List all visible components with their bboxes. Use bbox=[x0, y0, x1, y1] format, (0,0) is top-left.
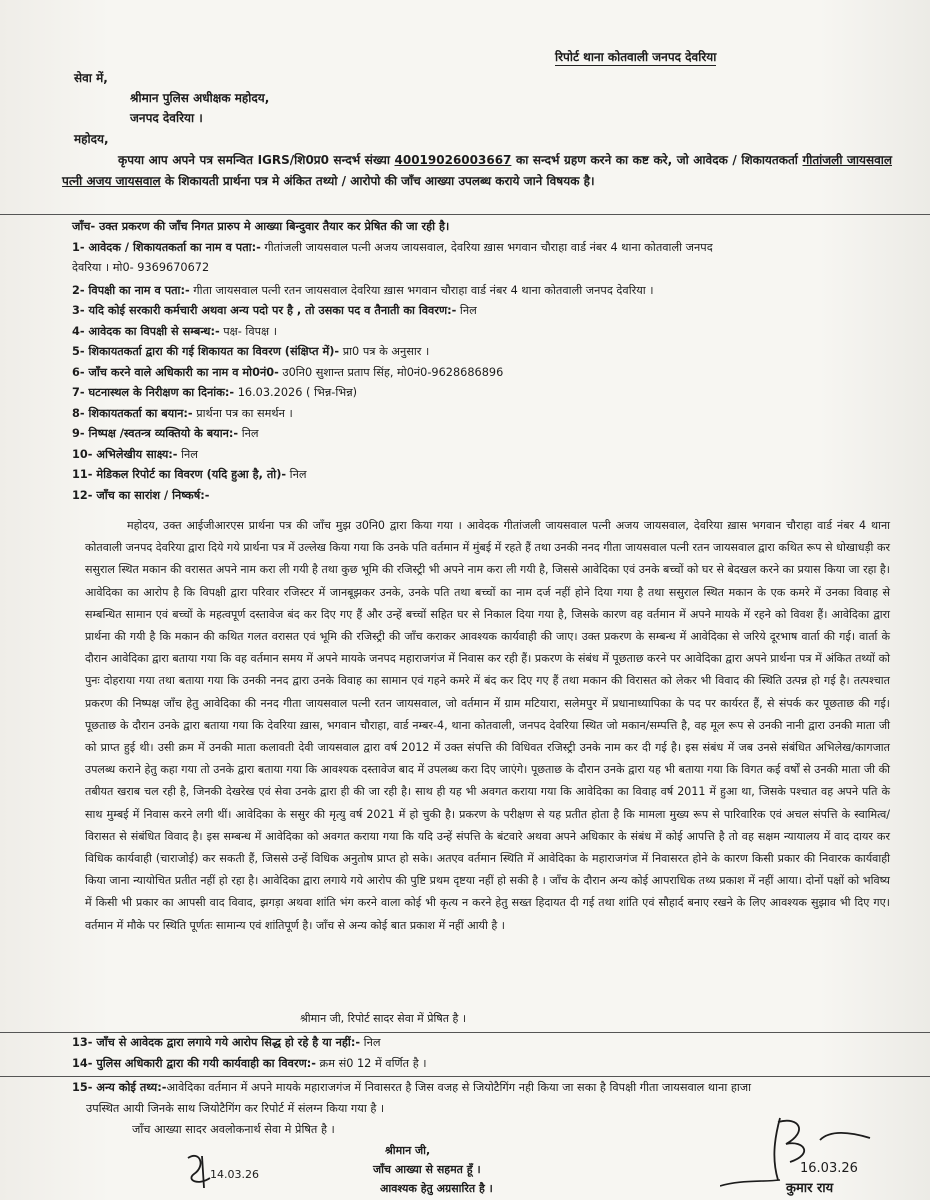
list-item: 5- शिकायतकर्ता द्वारा की गई शिकायत का विवरण (संक्षिप्त में)- प्रा0 पत्र के अनुसार । bbox=[72, 345, 430, 358]
closing-line: जाँच आख्या सादर अवलोकनार्थ सेवा मे प्रेषित है । bbox=[132, 1123, 335, 1136]
district-line: जनपद देवरिया । bbox=[130, 111, 203, 125]
seva-me-label: सेवा में, bbox=[74, 71, 108, 85]
right-signature bbox=[720, 1110, 920, 1198]
report-title: रिपोर्ट थाना कोतवाली जनपद देवरिया bbox=[555, 50, 717, 64]
summary-paragraph: महोदय, उक्त आईजीआरएस प्रार्थना पत्र की जाँच मुझ उ0नि0 द्वारा किया गया । आवेदक गीतांजली जायसवाल पत्नी अजय जायसवाल, देवरिया ख़ास भगवान चौराहा वार्ड नंबर 4 थाना कोतवाली जनपद देवरिया द्वारा दिये गये प्रार्थना पत्र में उल्लेख किया गया कि उनके पति वर्तमान में मुंबई में रहते हैं तथा उनकी ननद गीता जायसवाल पत्नी रतन जायसवाल द्वारा कथित रूप से धोखाधड़ी कर ससुराल स्थित मकान की वरासत अपने नाम करा ली गयी है तथा कुछ भूमि की रजिस्ट्री भी अपने नाम करा ली गयी है, जिससे आवेदिका एवं उनके बच्चों को घर से बेदखल करने का प्रयास किया जा रहा है। आवेदिका का आरोप है कि विपक्षी द्वारा परिवार रजिस्टर में जानबूझकर उनके, उनके पति तथा बच्चों का नाम दर्ज नहीं होने दिया गया है तथा ससुराल स्थित मकान के एक कमरे में उनका विवाह से सम्बन्धित सामान एवं बच्चों के महत्वपूर्ण दस्तावेज बंद कर दिए गए हैं और उन्हें बच्चों सहित घर से निकाल दिया गया है, जिसके कारण वह वर्तमान में अपने मायके में रहने को विवश हैं। आवेदिका द्वारा प्रार्थना की गयी है कि मकान की कथित गलत वरासत एवं भूमि की रजिस्ट्री की जाँच कराकर आवश्यक कार्यवाही की जाए। उक्त प्रकरण के सम्बन्ध में आवेदिका से जरिये दूरभाष वार्ता की गई। वार्ता के दौरान आवेदिका द्वारा बताया गया कि वह वर्तमान समय में अपने मायके जनपद महाराजगंज में निवास कर रही हैं। प्रकरण के संबंध में पूछताछ करने पर आवेदिका द्वारा अपने प्रार्थना पत्र में अंकित तथ्यों को पुनः दोहराया गया तथा बताया गया कि उनकी ननद द्वारा उनके विवाह का सामान एवं गहने कमरे में बंद कर दिए गए हैं तथा मकान की विरासत को लेकर भी विवाद की स्थिति उत्पन्न हो गई है। तत्पश्चात प्रकरण की निष्पक्ष जाँच हेतु आवेदिका की ननद गीता जायसवाल पत्नी रतन जायसवाल, जो वर्तमान में ग्राम मटियारा, सलेमपुर में प्रधानाध्यापिका के पद पर कार्यरत हैं, से संपर्क कर पूछताछ की गई। पूछताछ के दौरान उनके द्वारा बताया गया कि देवरिया ख़ास, भगवान चौराहा, वार्ड नम्बर-4, थाना कोतवाली, जनपद देवरिया स्थित जो मकान/सम्पत्ति है, वह मूल रूप से उनकी नानी द्वारा उनकी माता जी को प्राप्त हुई थी। उसी क्रम में उनकी माता कलावती देवी जायसवाल द्वारा वर्ष 2012 में उक्त संपत्ति की विधिवत रजिस्ट्री उनके नाम कर दी गई है। इस संबंध में जब उनसे संबंधित अभिलेख/कागजात उपलब्ध कराने हेतु कहा गया तो उनके द्वारा बताया गया कि आवश्यक दस्तावेज बाद में उपलब्ध करा दिए जाएंगे। पूछताछ के दौरान उनके द्वारा यह भी बताया गया कि विगत कई वर्षों से उनकी माता जी की तबीयत खराब चल रही है, जिनकी देखरेख एवं सेवा उनके द्वारा ही की जा रही है। साथ ही यह भी अवगत कराया गया कि आवेदिका का विवाह वर्ष 2011 में हुआ था, जिसके पश्चात वह अपने पति के साथ मुम्बई में निवास करने लगी थीं। आवेदिका के ससुर की मृत्यु वर्ष 2021 में हो चुकी है। प्रकरण के परीक्षण से यह प्रतीत होता है कि मामला मुख्य रूप से पारिवारिक एवं अचल संपत्ति के स्वामित्व/विरासत से संबंधित विवाद है। इस सम्बन्ध में आवेदिका को अवगत कराया गया कि यदि उन्हें संपत्ति के बंटवारे अथवा अपने अधिकार के संबंध में कोई आपत्ति है तो वह सक्षम न्यायालय में वाद दायर कर विधिक कार्यवाही (चाराजोई) कर सकती हैं, जिससे उन्हें विधिक अनुतोष प्राप्त हो सके। अतएव वर्तमान स्थिति में आवेदिका के महाराजगंज में निवासरत होने के कारण किसी प्रकार की निवारक कार्यवाही किया जाना न्यायोचित प्रतीत नहीं हो रहा है। आवेदिका द्वारा लगाये गये आरोप की पुष्टि प्रथम दृष्टया नहीं हो सकी है । जाँच के दौरान अन्य कोई आपराधिक तथ्य प्रकाश में नहीं आया। दोनों पक्षों को भविष्य में किसी भी प्रकार का आपसी वाद विवाद, झगड़ा अथवा शांति भंग करने वाला कोई भी कृत्य न करने हेतु सख्त हिदायत दी गई तथा शांति एवं सौहार्द बनाए रखने के लिए आवश्यक सुझाव भी दिए गए। वर्तमान में मौके पर स्थिति पूर्णतः सामान्य एवं शांतिपूर्ण है। जाँच से अन्य कोई बात प्रकाश में नहीं आयी है । bbox=[85, 519, 890, 932]
list-item: 7- घटनास्थल के निरीक्षण का दिनांक:- 16.03.2026 ( भिन्न-भिन्न) bbox=[72, 386, 358, 399]
divider bbox=[0, 214, 930, 215]
intro-part1: कृपया आप अपने पत्र समन्वित IGRS/शि0प्र0 सन्दर्भ संख्या bbox=[118, 153, 395, 167]
list-item: 8- शिकायतकर्ता का बयान:- प्रार्थना पत्र का समर्थन । bbox=[72, 406, 293, 420]
list-item: 9- निष्पक्ष /स्वतन्त्र व्यक्तियो के बयान:- निल bbox=[72, 427, 259, 440]
list-item: जाँच- उक्त प्रकरण की जाँच निगत प्रारुप मे आख्या बिन्दुवार तैयार कर प्रेषित की जा रही है। bbox=[72, 220, 450, 233]
sign-off-line: श्रीमान जी, रिपोर्ट सादर सेवा में प्रेषित है । bbox=[300, 1012, 466, 1025]
list-item: 12- जाँच का सारांश / निष्कर्ष:- bbox=[72, 488, 210, 502]
reference-number: 40019026003667 bbox=[394, 153, 512, 167]
footer-agree: जाँच आख्या से सहमत हूँ । bbox=[373, 1163, 481, 1176]
left-signature-date: 14.03.26 bbox=[210, 1168, 259, 1181]
intro-part3: के शिकायती प्रार्थना पत्र मे अंकित तथ्यो / आरोपो की जाँच आख्या उपलब्ध कराये जाने विषयक है। bbox=[160, 174, 595, 188]
items-list bbox=[72, 217, 894, 506]
item-15: 15- अन्य कोई तथ्य:-आवेदिका वर्तमान में अपने मायके महाराजगंज में निवासरत है जिस वजह से जियोटैगिंग नही किया जा सका है विपक्षी गीता जायसवाल थाना हाजा bbox=[72, 1081, 752, 1094]
recipient-line: श्रीमान पुलिस अधीक्षक महोदय, bbox=[130, 91, 270, 105]
footer-forward: आवश्यक हेतु अग्रसारित है । bbox=[380, 1182, 493, 1195]
intro-part2: का सन्दर्भ ग्रहण करने का कष्ट करे, जो आवेदक / शिकायतकर्ता bbox=[511, 153, 803, 167]
item-15-continued: उपस्थित आयी जिनके साथ जियोटैगिंग कर रिपोर्ट में संलग्न किया गया है । bbox=[86, 1102, 385, 1115]
item-14: 14- पुलिस अधिकारी द्वारा की गयी कार्यवाही का विवरण:- क्रम सं0 12 में वर्णित है । bbox=[72, 1057, 427, 1070]
divider bbox=[0, 1032, 930, 1033]
left-signature bbox=[180, 1148, 270, 1192]
divider bbox=[0, 1076, 930, 1077]
list-item: 11- मेडिकल रिपोर्ट का विवरण (यदि हुआ है, तो)- निल bbox=[72, 468, 307, 481]
salutation: महोदय, bbox=[74, 132, 109, 146]
list-item: 1- आवेदक / शिकायतकर्ता का नाम व पता:- गीतांजली जायसवाल पत्नी अजय जायसवाल, देवरिया ख़ास भगवान चौराहा वार्ड नंबर 4 थाना कोतवाली जनपद bbox=[72, 240, 713, 254]
right-signature-date: 16.03.26 bbox=[800, 1161, 858, 1176]
item-13: 13- जाँच से आवेदक द्वारा लगाये गये आरोप सिद्ध हो रहे है या नहीं:- निल bbox=[72, 1036, 381, 1049]
complainant-name: गीतांजली जायसवाल पत्नी अजय जायसवाल bbox=[62, 153, 892, 188]
intro-paragraph bbox=[62, 150, 892, 192]
list-item: 4- आवेदक का विपक्षी से सम्बन्ध:- पक्ष- विपक्ष । bbox=[72, 324, 278, 338]
right-signature-name: कुमार राय bbox=[786, 1181, 834, 1196]
footer-shriman: श्रीमान जी, bbox=[385, 1144, 431, 1157]
list-item: 3- यदि कोई सरकारी कर्मचारी अथवा अन्य पदो पर है , तो उसका पद व तैनाती का विवरण:- निल bbox=[72, 304, 477, 317]
list-item: 10- अभिलेखीय साक्ष्य:- निल bbox=[72, 447, 198, 461]
address-block bbox=[74, 68, 269, 128]
list-item: देवरिया । मो0- 9369670672 bbox=[72, 261, 210, 274]
list-item: 2- विपक्षी का नाम व पता:- गीता जायसवाल पत्नी रतन जायसवाल देवरिया ख़ास भगवान चौराहा वार्ड नंबर 4 थाना कोतवाली जनपद देवरिया । bbox=[72, 283, 654, 297]
list-item: 6- जाँच करने वाले अधिकारी का नाम व मो0नं0- उ0नि0 सुशान्त प्रताप सिंह, मो0नं0-9628686896 bbox=[72, 365, 504, 379]
